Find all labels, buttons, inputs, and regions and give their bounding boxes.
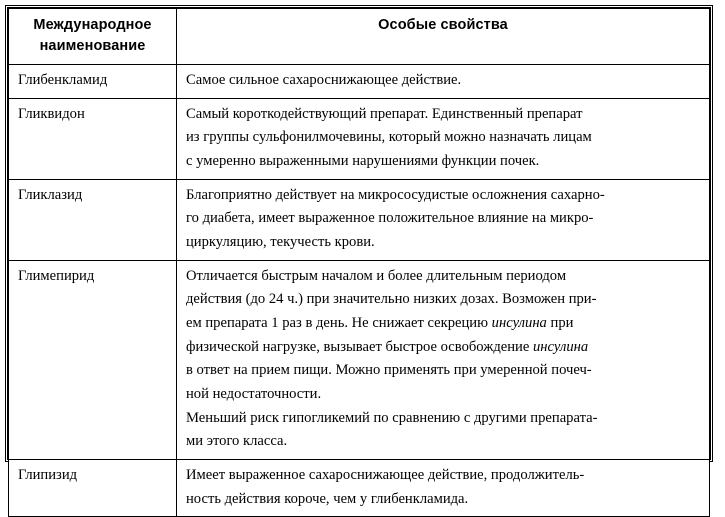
emphasis-text: инсулина [491,314,547,331]
body-text: при [546,314,574,331]
properties-line [186,430,703,454]
body-text: Отличается быстрым началом и более длительным периодом [186,267,567,284]
drug-properties-table [8,8,710,517]
properties-line [186,231,703,255]
properties-line [186,359,703,383]
body-text: Самый короткодействующий препарат. Единственный препарат [186,105,583,122]
properties-line [186,288,703,312]
properties-line [186,265,703,289]
properties-line [186,150,703,174]
header-row [9,9,710,65]
drug-name-cell: Глибенкламид [9,65,177,99]
column-header-name-line-1: Международное [33,17,152,33]
column-header-international-name [9,9,177,65]
table-row [9,179,710,260]
table-frame [5,5,713,507]
body-text: циркуляцию, текучесть крови. [186,233,375,250]
body-text: Имеет выраженное сахароснижающее действие, продолжитель- [186,467,585,484]
table-row [9,65,710,99]
body-text: действия (до 24 ч.) при значительно низких дозах. Возможен при- [186,291,597,308]
drug-name-cell: Гликлазид [9,179,177,260]
column-header-special-properties: Особые свойства [177,9,710,65]
drug-properties-cell [177,98,710,179]
body-text: из группы сульфонилмочевины, который можно назначать лицам [186,129,592,146]
drug-properties-cell [177,65,710,99]
table-row [9,98,710,179]
drug-properties-cell [177,179,710,260]
properties-line [186,126,703,150]
properties-line [186,336,703,360]
drug-properties-cell [177,260,710,460]
properties-line [186,407,703,431]
drug-properties-cell [177,460,710,517]
body-text: го диабета, имеет выраженное положительное влияние на микро- [186,210,594,227]
emphasis-text: инсулина [532,338,589,355]
properties-line [186,69,703,93]
body-text: ность действия короче, чем у глибенкламида. [186,490,469,507]
body-text: Благоприятно действует на микрососудистые осложнения сахарно- [186,186,605,203]
table-row [9,260,710,460]
drug-name-cell: Глимепирид [9,260,177,460]
table-row [9,460,710,517]
properties-line [186,464,703,488]
properties-line [186,488,703,512]
column-header-name-line-2: наименование [39,38,146,55]
properties-line [186,383,703,407]
table-body [9,65,710,517]
drug-name-cell: Гликвидон [9,98,177,179]
properties-line [186,103,703,127]
body-text: физической нагрузке, вызывает быстрое освобождение [186,338,533,355]
body-text: Самое сильное сахароснижающее действие. [186,72,462,89]
body-text: с умеренно выраженными нарушениями функции почек. [186,152,540,169]
table-header [9,9,710,65]
properties-line [186,207,703,231]
body-text: Меньший риск гипогликемий по сравнению с другими препарата- [186,409,598,426]
body-text: ем препарата 1 раз в день. Не снижает секрецию [186,314,492,331]
properties-line [186,312,703,336]
body-text: в ответ на прием пищи. Можно применять при умеренной почеч- [186,362,592,379]
drug-name-cell: Глипизид [9,460,177,517]
properties-line [186,184,703,208]
body-text: ной недостаточности. [186,386,322,403]
body-text: ми этого класса. [186,433,288,450]
